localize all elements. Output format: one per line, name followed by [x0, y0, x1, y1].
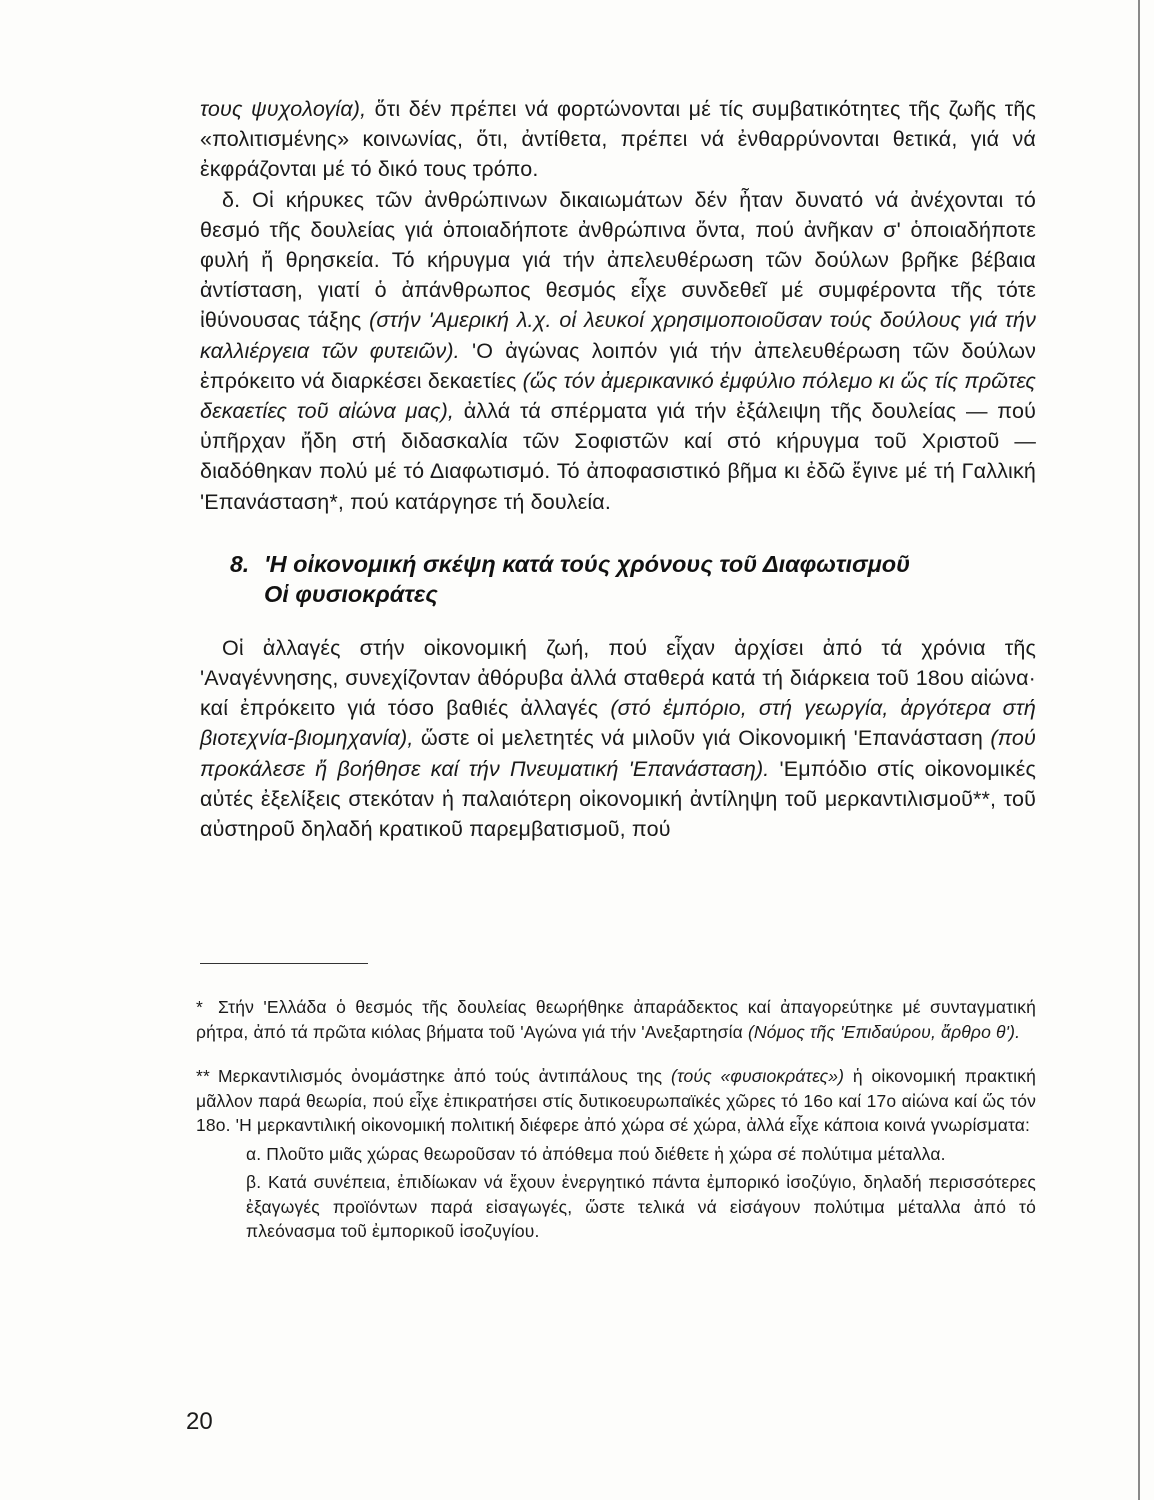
page-number: 20	[186, 1408, 213, 1435]
footnote-2-item-b: β. Κατά συνέπεια, ἐπιδίωκαν νά ἔχουν ἐνεργητικό πάντα ἐμπορικό ἰσοζύγιο, δηλαδή περισσότερες ἐξαγωγές προϊόντων παρά εἰσαγωγές, ὥστε τελικά νά εἰσάγουν πολύτιμα μέταλλα ἀπό τό πλεόνασμα τοῦ ἐμπορικοῦ ἰσοζυγίου.	[246, 1172, 1036, 1241]
footnote-mark: **	[196, 1066, 210, 1086]
section-title-line1: 'Η οἰκονομική σκέψη κατά τούς χρόνους τοῦ Διαφωτισμοῦ	[264, 550, 910, 577]
footnote-1: * Στήν 'Ελλάδα ὁ θεσμός τῆς δουλείας θεωρήθηκε ἀπαράδεκτος καί ἀπαγορεύτηκε μέ συνταγματική ρήτρα, ἀπό τά πρῶτα κιόλας βήματα τοῦ 'Αγώνα γιά τήν 'Ανεξαρτησία (Νόμος τῆς 'Επιδαύρου, ἄρθρο θ').	[196, 997, 1036, 1042]
section-number: 8.	[230, 550, 250, 577]
footnote-2: ** Μερκαντιλισμός ὀνομάστηκε ἀπό τούς ἀντιπάλους της (τούς «φυσιοκράτες») ἡ οἰκονομική πρακτική μᾶλλον παρά θεωρία, πού εἶχε ἐπικρατήσει στίς δυτικοευρωπαϊκές χῶρες τό 16ο καί 17ο αἰώνα καί ὥς τόν 18ο. 'Η μερκαντιλική οἰκονομική πολιτική διέφερε ἀπό χώρα σέ χώρα, ἀλλά εἶχε κάποια κοινά γνωρίσματα:	[196, 1066, 1037, 1135]
footnotes	[196, 995, 1036, 1244]
paragraph-continuation: τους ψυχολογία), ὅτι δέν πρέπει νά φορτώνονται μέ τίς συμβατικότητες τῆς ζωῆς τῆς «πολιτισμένης» κοινωνίας, ὅτι, ἀντίθετα, πρέπει νά ἐνθαρρύνονται θετικά, γιά νά ἐκφράζονται μέ τό δικό τους τρόπο.	[200, 97, 1037, 182]
page-edge-line	[1138, 0, 1140, 1500]
footnote-2-item-a: α. Πλοῦτο μιᾶς χώρας θεωροῦσαν τό ἀπόθεμα πού διέθετε ἡ χώρα σέ πολύτιμα μέταλλα.	[246, 1143, 946, 1164]
paragraph-slavery: δ. Οἱ κήρυκες τῶν ἀνθρώπινων δικαιωμάτων δέν ἦταν δυνατό νά ἀνέχονται τό θεσμό τῆς δουλείας γιά ὁποιαδήποτε ἀνθρώπινα ὄντα, πού ἀνῆκαν σ' ὁποιαδήποτε φυλή ἤ θρησκεία. Τό κήρυγμα γιά τήν ἀπελευθέρωση τῶν δούλων βρῆκε βέβαια ἀντίσταση, γιατί ὁ ἀπάνθρωπος θεσμός εἶχε συνδεθεῖ μέ συμφέροντα τῆς τότε ἰθύνουσας τάξης (στήν 'Αμερική λ.χ. οἱ λευκοί χρησιμοποιοῦσαν τούς δούλους γιά τήν καλλιέργεια τῶν φυτειῶν). 'Ο ἀγώνας λοιπόν γιά τήν ἀπελευθέρωση τῶν δούλων ἐπρόκειτο νά διαρκέσει δεκαετίες (ὥς τόν ἀμερικανικό ἐμφύλιο πόλεμο κι ὥς τίς πρῶτες δεκαετίες τοῦ αἰώνα μας), ἀλλά τά σπέρματα γιά τήν ἐξάλειψη τῆς δουλείας — πού ὑπῆρχαν ἤδη στή διδασκαλία τῶν Σοφιστῶν καί στό κήρυγμα τοῦ Χριστοῦ — διαδόθηκαν πολύ μέ τό Διαφωτισμό. Τό ἀποφασιστικό βῆμα κι ἐδῶ ἔγινε μέ τή Γαλλική 'Επανάσταση*, πού κατάργησε τή δουλεία.	[200, 187, 1036, 514]
footnote-mark: *	[196, 997, 203, 1017]
main-text	[200, 94, 1036, 844]
section-heading	[200, 549, 1036, 609]
paragraph-economy: Οἱ ἀλλαγές στήν οἰκονομική ζωή, πού εἶχαν ἀρχίσει ἀπό τά χρόνια τῆς 'Αναγέννησης, συνεχίζονταν ἀθόρυβα ἀλλά σταθερά κατά τή διάρκεια τοῦ 18ου αἰώνα· καί ἐπρόκειτο γιά τόσο βαθιές ἀλλαγές (στό ἐμπόριο, στή γεωργία, ἀργότερα στή βιοτεχνία-βιομηχανία), ὥστε οἱ μελετητές νά μιλοῦν γιά Οἰκονομική 'Επανάσταση (πού προκάλεσε ἤ βοήθησε καί τήν Πνευματική 'Επανάσταση). 'Εμπόδιο στίς οἰκονομικές αὐτές ἐξελίξεις στεκόταν ἡ παλαιότερη οἰκονομική ἀντίληψη τοῦ μερκαντιλισμοῦ**, τοῦ αὐστηροῦ δηλαδή κρατικοῦ παρεμβατισμοῦ, πού	[200, 635, 1037, 842]
footnote-separator	[200, 963, 368, 964]
section-title-line2: Οἱ φυσιοκράτες	[264, 580, 438, 607]
